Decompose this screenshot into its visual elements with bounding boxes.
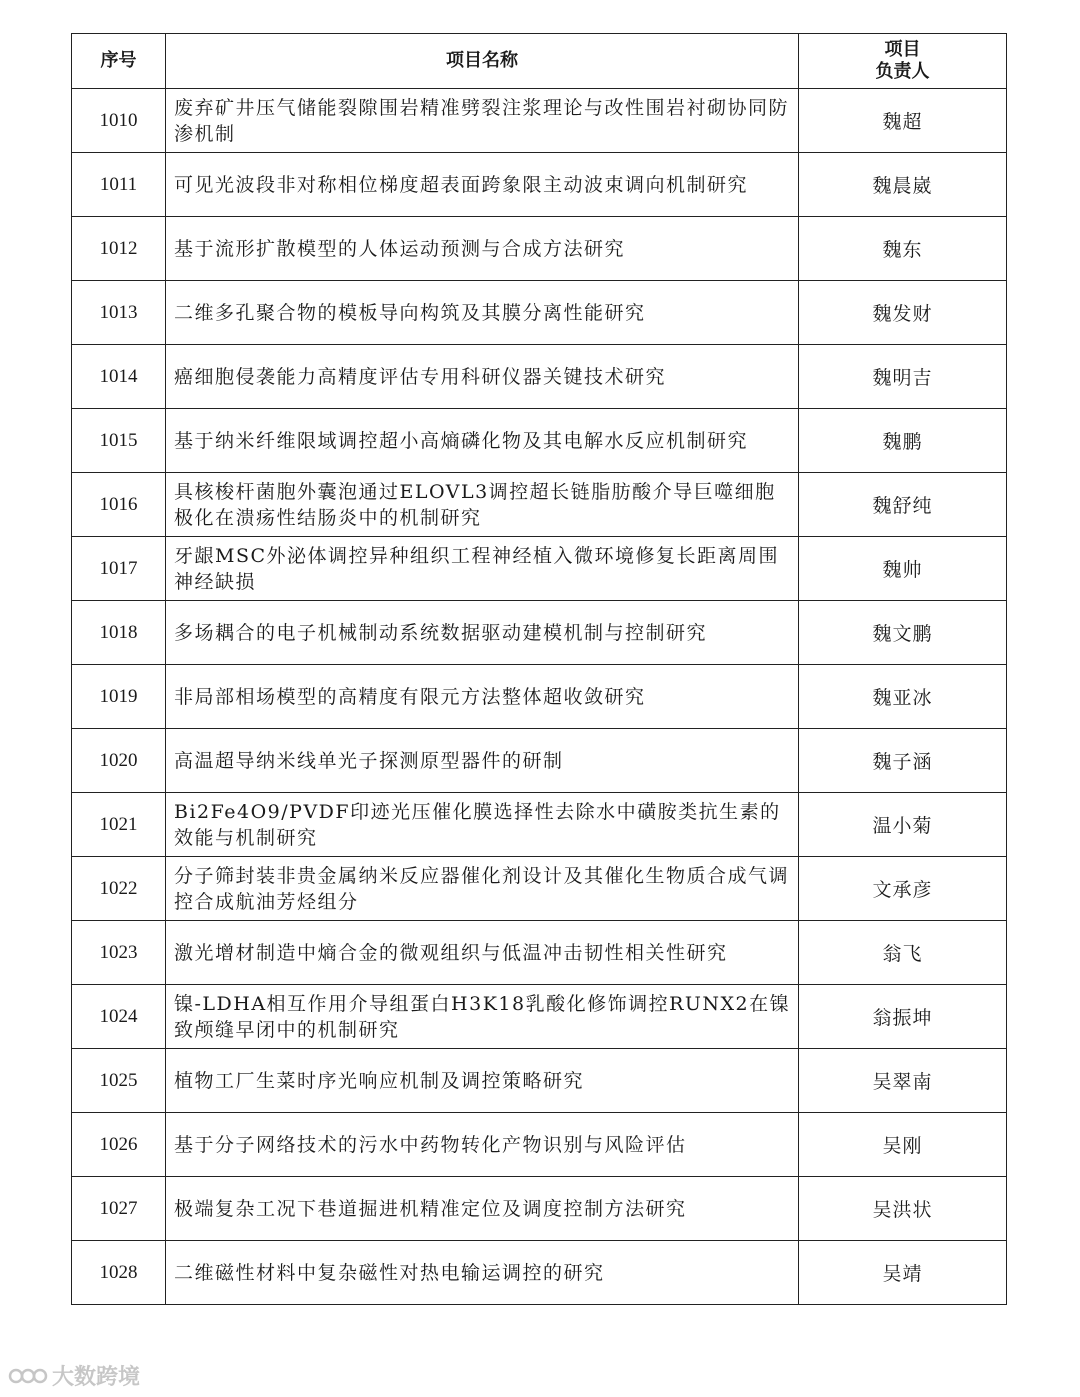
- table-row: [72, 1241, 1007, 1305]
- cell-leader: 翁飞: [799, 921, 1007, 985]
- table-row: [72, 985, 1007, 1049]
- cell-leader: 吴刚: [799, 1113, 1007, 1177]
- cell-seq: 1012: [72, 217, 166, 281]
- header-leader-line1: 项目: [884, 39, 921, 60]
- cell-seq: 1023: [72, 921, 166, 985]
- cell-seq: 1025: [72, 1049, 166, 1113]
- cell-seq: 1014: [72, 345, 166, 409]
- cell-project-name: 分子筛封装非贵金属纳米反应器催化剂设计及其催化生物质合成气调控合成航油芳烃组分: [166, 857, 799, 921]
- table-row: [72, 281, 1007, 345]
- cell-seq: 1018: [72, 601, 166, 665]
- cell-seq: 1019: [72, 665, 166, 729]
- cell-seq: 1027: [72, 1177, 166, 1241]
- cell-seq: 1016: [72, 473, 166, 537]
- table-row: [72, 537, 1007, 601]
- cell-seq: 1020: [72, 729, 166, 793]
- cell-leader: 吴靖: [799, 1241, 1007, 1305]
- table-row: [72, 345, 1007, 409]
- watermark-text: 大数跨境: [52, 1365, 141, 1390]
- table-row: [72, 793, 1007, 857]
- cell-leader: 魏鹏: [799, 409, 1007, 473]
- cell-project-name: 基于纳米纤维限域调控超小高熵磷化物及其电解水反应机制研究: [166, 409, 799, 473]
- cell-leader: 魏亚冰: [799, 665, 1007, 729]
- table-row: [72, 1113, 1007, 1177]
- header-leader: [799, 34, 1007, 89]
- cell-project-name: 具核梭杆菌胞外囊泡通过ELOVL3调控超长链脂肪酸介导巨噬细胞极化在溃疡性结肠炎中的机制研究: [166, 473, 799, 537]
- header-leader-line2: 负责人: [875, 61, 930, 82]
- cell-project-name: 废弃矿井压气储能裂隙围岩精准劈裂注浆理论与改性围岩衬砌协同防渗机制: [166, 89, 799, 153]
- cell-seq: 1022: [72, 857, 166, 921]
- cell-seq: 1021: [72, 793, 166, 857]
- cell-seq: 1028: [72, 1241, 166, 1305]
- cell-seq: 1024: [72, 985, 166, 1049]
- header-project-name: 项目名称: [166, 34, 799, 89]
- cell-seq: 1011: [72, 153, 166, 217]
- table-row: [72, 217, 1007, 281]
- logo-icon: [8, 1363, 48, 1389]
- cell-project-name: 极端复杂工况下巷道掘进机精准定位及调度控制方法研究: [166, 1177, 799, 1241]
- cell-leader: 吴洪状: [799, 1177, 1007, 1241]
- cell-project-name: 可见光波段非对称相位梯度超表面跨象限主动波束调向机制研究: [166, 153, 799, 217]
- cell-project-name: 二维多孔聚合物的模板导向构筑及其膜分离性能研究: [166, 281, 799, 345]
- cell-seq: 1026: [72, 1113, 166, 1177]
- table-row: [72, 729, 1007, 793]
- cell-leader: 吴翠南: [799, 1049, 1007, 1113]
- table-row: [72, 473, 1007, 537]
- table-row: [72, 89, 1007, 153]
- table-row: [72, 409, 1007, 473]
- cell-project-name: Bi2Fe4O9/PVDF印迹光压催化膜选择性去除水中磺胺类抗生素的效能与机制研究: [166, 793, 799, 857]
- cell-project-name: 植物工厂生菜时序光响应机制及调控策略研究: [166, 1049, 799, 1113]
- table-header-row: [72, 34, 1007, 89]
- cell-project-name: 镍-LDHA相互作用介导组蛋白H3K18乳酸化修饰调控RUNX2在镍致颅缝早闭中的机制研究: [166, 985, 799, 1049]
- cell-project-name: 非局部相场模型的高精度有限元方法整体超收敛研究: [166, 665, 799, 729]
- cell-project-name: 牙龈MSC外泌体调控异种组织工程神经植入微环境修复长距离周围神经缺损: [166, 537, 799, 601]
- cell-leader: 魏帅: [799, 537, 1007, 601]
- cell-leader: 温小菊: [799, 793, 1007, 857]
- table-row: [72, 921, 1007, 985]
- cell-seq: 1013: [72, 281, 166, 345]
- cell-seq: 1017: [72, 537, 166, 601]
- cell-project-name: 二维磁性材料中复杂磁性对热电输运调控的研究: [166, 1241, 799, 1305]
- cell-leader: 魏东: [799, 217, 1007, 281]
- cell-project-name: 高温超导纳米线单光子探测原型器件的研制: [166, 729, 799, 793]
- table-row: [72, 857, 1007, 921]
- cell-leader: 魏晨崴: [799, 153, 1007, 217]
- table-row: [72, 1049, 1007, 1113]
- cell-leader: 魏舒纯: [799, 473, 1007, 537]
- cell-leader: 魏发财: [799, 281, 1007, 345]
- table-body: [72, 89, 1007, 1305]
- cell-seq: 1010: [72, 89, 166, 153]
- table-row: [72, 153, 1007, 217]
- cell-seq: 1015: [72, 409, 166, 473]
- cell-leader: 翁振坤: [799, 985, 1007, 1049]
- project-table: [71, 33, 1007, 1305]
- cell-leader: 魏超: [799, 89, 1007, 153]
- cell-leader: 文承彦: [799, 857, 1007, 921]
- cell-project-name: 多场耦合的电子机械制动系统数据驱动建模机制与控制研究: [166, 601, 799, 665]
- table-row: [72, 665, 1007, 729]
- header-seq: 序号: [72, 34, 166, 89]
- cell-project-name: 激光增材制造中熵合金的微观组织与低温冲击韧性相关性研究: [166, 921, 799, 985]
- cell-project-name: 癌细胞侵袭能力高精度评估专用科研仪器关键技术研究: [166, 345, 799, 409]
- watermark: [8, 1360, 140, 1391]
- cell-leader: 魏子涵: [799, 729, 1007, 793]
- table-row: [72, 1177, 1007, 1241]
- cell-project-name: 基于分子网络技术的污水中药物转化产物识别与风险评估: [166, 1113, 799, 1177]
- cell-leader: 魏文鹏: [799, 601, 1007, 665]
- cell-leader: 魏明吉: [799, 345, 1007, 409]
- table-row: [72, 601, 1007, 665]
- cell-project-name: 基于流形扩散模型的人体运动预测与合成方法研究: [166, 217, 799, 281]
